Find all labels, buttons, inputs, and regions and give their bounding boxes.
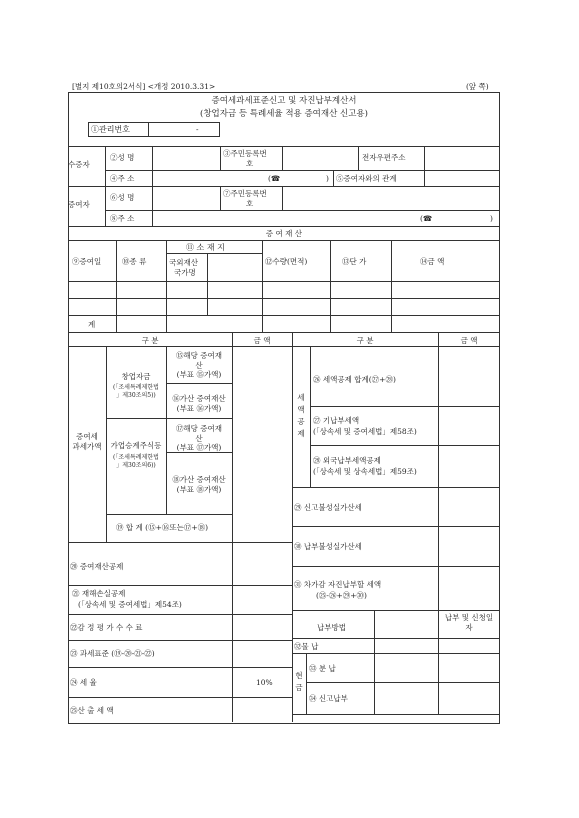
calc-right-category-header: 구 분 xyxy=(356,336,374,345)
succession-shares-label: 가업승계주식등 xyxy=(110,441,162,450)
item-32-label: ㉜물 납 xyxy=(294,642,319,651)
calc-left-category-header: 구 분 xyxy=(141,336,159,345)
item-29-label: ㉙ 신고불성실가산세 xyxy=(294,503,362,512)
item-28-law-ref: (「상속세 및 상속세법」제59조) xyxy=(313,467,417,476)
tax-credit-group-label: 세 액 공 제 xyxy=(297,393,305,438)
property-foreign-label-1: 국외재산 xyxy=(169,258,198,267)
donor-id-label-1: ⑦주민등록번 xyxy=(223,189,267,198)
recipient-section-label: 수증자 xyxy=(68,160,90,169)
form-subtitle: (창업자금 등 특례세율 적용 증여재산 신고용) xyxy=(200,109,368,119)
property-qty-header: ⑫수량(면적) xyxy=(265,257,308,266)
item-23-label: ㉓ 과세표준 (⑲-⑳-㉑-㉒) xyxy=(70,649,155,658)
recipient-address-label: ④주 소 xyxy=(110,174,135,183)
payment-date-header: 납부 및 신청일 자 xyxy=(444,613,494,632)
calc-right-amount-header: 금 액 xyxy=(460,336,478,345)
property-amount-header: ⑭금 액 xyxy=(420,257,445,266)
item-31-formula: (㉕-㉖+㉙+㉚) xyxy=(316,591,367,600)
page-side-note: (앞 쪽) xyxy=(466,82,489,91)
recipient-relation-label: ⑤증여자와의 관계 xyxy=(336,174,397,183)
property-location-header: ⑪ 소 재 지 xyxy=(186,243,225,252)
succession-shares-law-ref: (「조세특례제한법 」제30조의6)) xyxy=(113,454,159,469)
item-33-label: ㉝ 분 납 xyxy=(309,664,336,673)
management-number-label: ①관리번호 xyxy=(91,125,130,134)
payment-method-header: 납부방법 xyxy=(317,623,346,632)
item-26-label: ㉖ 세액공제 합계(㉗+㉘) xyxy=(313,375,396,384)
form-title: 증여세과세표준신고 및 자진납부계산서 xyxy=(211,96,357,106)
donor-address-label: ⑧주 소 xyxy=(110,214,135,223)
recipient-id-label-1: ③주민등록번 xyxy=(223,149,267,158)
property-foreign-label-2: 국가명 xyxy=(174,268,196,277)
item-24-rate-value: 10% xyxy=(256,678,273,687)
donor-phone-close: ) xyxy=(490,214,493,223)
item-21-label: ㉑ 재해손실공제 xyxy=(72,589,126,598)
property-unit-header: ⑬단 가 xyxy=(342,257,367,266)
recipient-phone-open: (☎ xyxy=(268,174,281,183)
startup-fund-label: 창업자금 xyxy=(121,372,151,381)
management-number-value[interactable]: - xyxy=(196,125,199,134)
item-25-label: ㉕산 출 세 액 xyxy=(70,706,114,715)
startup-fund-law-ref: (「조세특례제한법 」제30조의5)) xyxy=(113,384,159,399)
item-31-label: ㉛ 차가감 자진납부할 세액 xyxy=(294,580,382,589)
item-27-law-ref: (「상속세 및 증여세법」제58조) xyxy=(313,427,417,436)
donor-phone-open: (☎ xyxy=(420,214,433,223)
item-19-label: ⑲ 합 계 (⑮+⑯또는⑰+⑱) xyxy=(116,523,209,532)
item-18-label: ⑱가산 증여재산 (부표 ⑱가액) xyxy=(172,475,226,494)
cash-group-label: 현 금 xyxy=(295,671,303,692)
taxable-value-group-label: 증여세 과세가액 xyxy=(72,432,102,451)
item-28-label: ㉘ 외국납부세액공제 xyxy=(313,456,381,465)
donor-name-label: ⑥성 명 xyxy=(110,193,135,202)
item-34-label: ㉞ 신고납부 xyxy=(309,694,348,703)
item-17-label: ⑰해당 증여재 산 (부표 ⑰가액) xyxy=(175,424,223,452)
item-27-label: ㉗ 기납부세액 xyxy=(313,416,360,425)
donor-section-label: 증여자 xyxy=(68,200,90,209)
recipient-name-label: ②성 명 xyxy=(110,153,135,162)
item-22-label: ㉒감 정 평 가 수 수 료 xyxy=(70,623,143,632)
item-20-label: ⑳ 증여재산공제 xyxy=(70,562,124,571)
form-reference: [별지 제10호의2서식] <개정 2010.3.31> xyxy=(72,82,216,91)
property-date-header: ⑨증여일 xyxy=(72,257,102,266)
item-24-label: ㉔ 세 율 xyxy=(70,678,97,687)
property-total-label: 계 xyxy=(88,320,96,329)
property-section-title: 증 여 재 산 xyxy=(265,229,303,238)
item-15-label: ⑮해당 증여재 산 (부표 ⑮가액) xyxy=(175,351,223,379)
recipient-email-label: 전자우편주소 xyxy=(362,153,406,162)
recipient-phone-close: ) xyxy=(326,174,329,183)
recipient-id-label-2: 호 xyxy=(246,159,254,168)
calc-left-amount-header: 금 액 xyxy=(253,336,271,345)
item-16-label: ⑯가산 증여재산 (부표 ⑯가액) xyxy=(172,394,226,413)
item-30-label: ㉚ 납부불성실가산세 xyxy=(294,542,362,551)
property-kind-header: ⑩종 류 xyxy=(122,257,147,266)
item-21-law-ref: (「상속세 및 증여세법」제54조) xyxy=(78,600,182,609)
donor-id-label-2: 호 xyxy=(246,199,254,208)
